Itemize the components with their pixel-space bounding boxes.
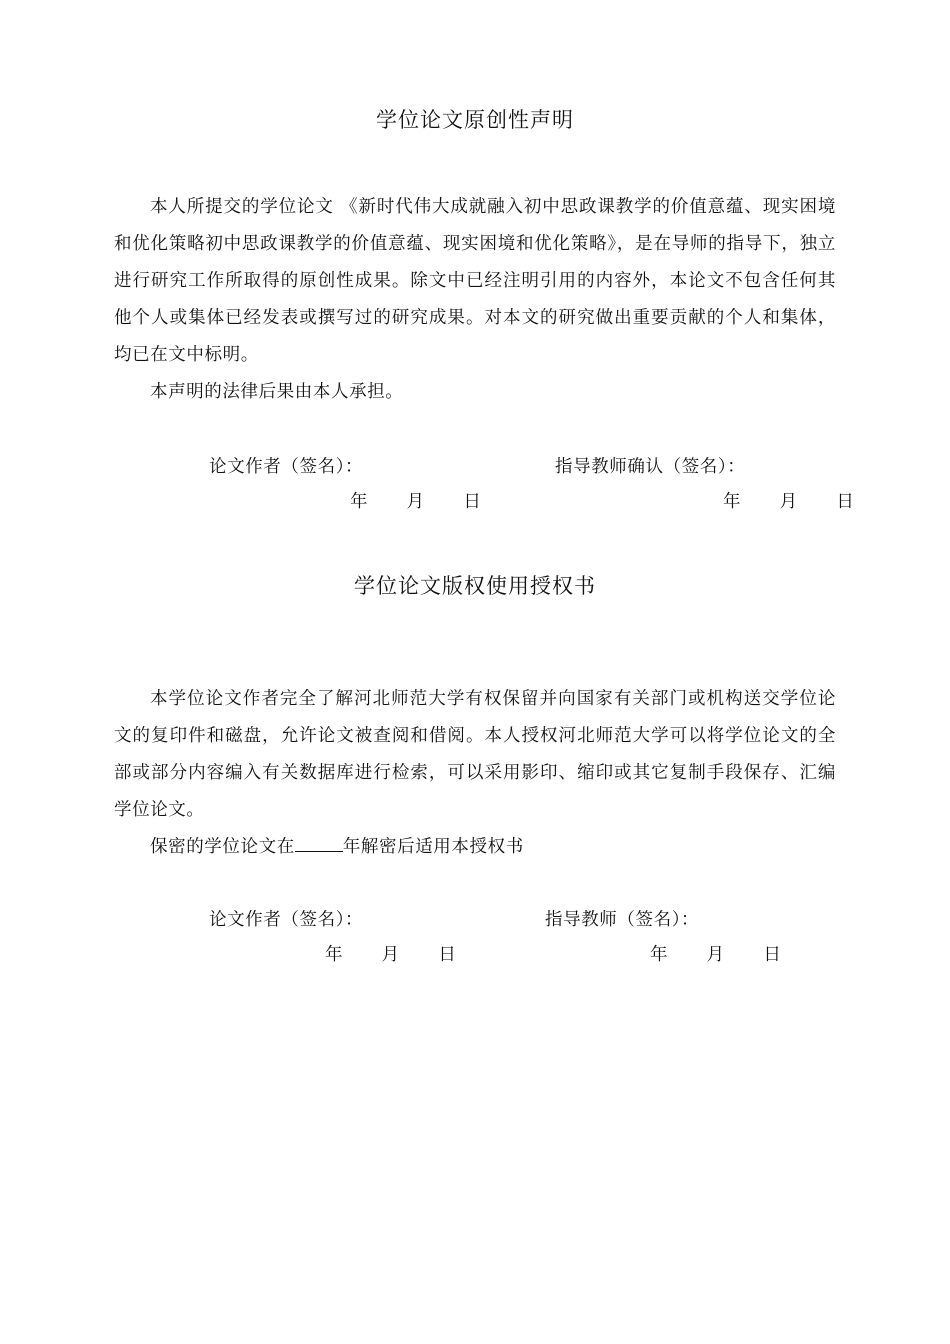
confidential-suffix: 年解密后适用本授权书 [342, 837, 524, 857]
authorization-advisor-signature-label: 指导教师（签名）： [545, 910, 700, 930]
date-year: 年 [650, 945, 668, 965]
declaration-paragraph-1: 本人所提交的学位论文 《新时代伟大成就融入初中思政课教学的价值意蕴、现实困境和优化策略初中思政课教学的价值意蕴、现实困境和优化策略》，是在导师的指导下，独立进行研究工作所取得的原创性成果。除文中已经注明引用的内容外，本论文不包含任何其他个人或集体已经发表或撰写过的研究成果。对本文的研究做出重要贡献的个人和集体，均已在文中标明。 [114, 197, 836, 365]
date-day: 日 [463, 492, 481, 512]
confidential-prefix: 保密的学位论文在 [150, 837, 295, 857]
year-blank-line [295, 837, 343, 852]
date-year: 年 [325, 945, 343, 965]
authorization-title: 学位论文版权使用授权书 [354, 574, 596, 598]
date-year: 年 [350, 492, 368, 512]
authorization-paragraph-2 [150, 833, 524, 858]
date-month: 月 [381, 945, 400, 965]
authorization-author-date [325, 941, 456, 966]
date-month: 月 [406, 492, 425, 512]
declaration-paragraph-2: 本声明的法律后果由本人承担。 [150, 382, 404, 402]
declaration-author-signature-label: 论文作者（签名）： [209, 457, 364, 477]
declaration-title: 学位论文原创性声明 [376, 108, 574, 132]
declaration-advisor-signature-label: 指导教师确认（签名）： [555, 457, 746, 477]
date-month: 月 [706, 945, 725, 965]
date-day: 日 [836, 492, 854, 512]
authorization-advisor-date [650, 941, 781, 966]
date-year: 年 [723, 492, 741, 512]
declaration-author-date [350, 488, 481, 513]
declaration-advisor-date [723, 488, 854, 513]
date-month: 月 [779, 492, 798, 512]
date-day: 日 [763, 945, 781, 965]
date-day: 日 [438, 945, 456, 965]
authorization-author-signature-label: 论文作者（签名）： [209, 910, 364, 930]
authorization-paragraph-1: 本学位论文作者完全了解河北师范大学有权保留并向国家有关部门或机构送交学位论文的复印件和磁盘，允许论文被查阅和借阅。本人授权河北师范大学可以将学位论文的全部或部分内容编入有关数据库进行检索，可以采用影印、缩印或其它复制手段保存、汇编学位论文。 [114, 689, 836, 820]
